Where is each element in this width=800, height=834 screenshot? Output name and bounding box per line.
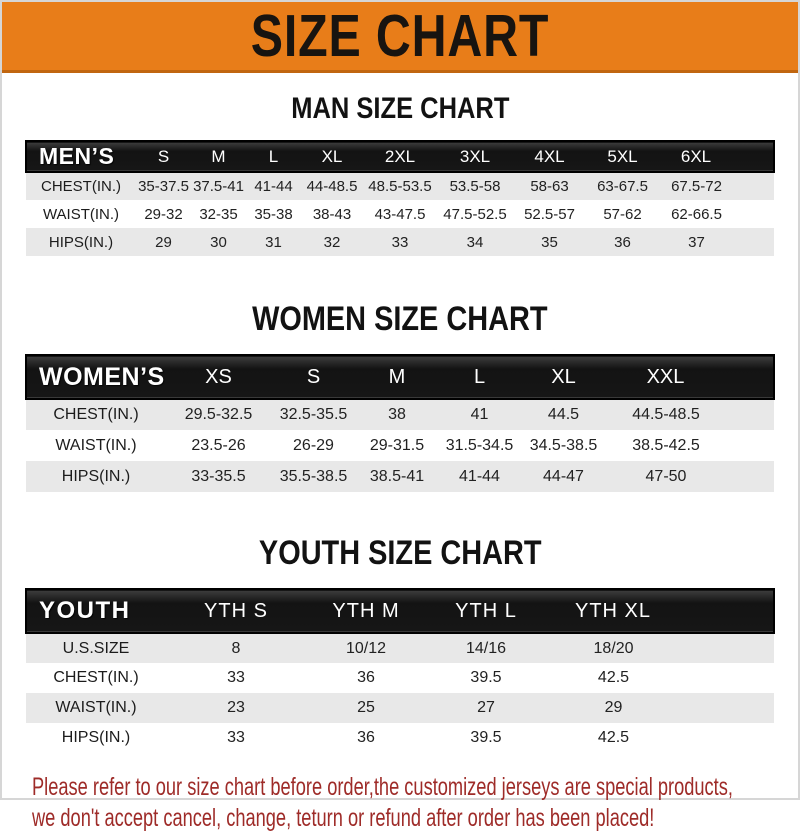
value-cell: 43-47.5 xyxy=(374,205,426,223)
row-label-cell: WAIST(IN.) xyxy=(42,205,120,223)
value-cell: 41-44 xyxy=(459,467,500,485)
value-cell: 29-31.5 xyxy=(369,436,425,454)
size-header-cell: 6XL xyxy=(680,146,712,166)
table-header-row xyxy=(26,355,774,399)
banner-title: SIZE CHART xyxy=(250,3,550,69)
size-header-cell: XS xyxy=(205,365,232,388)
table-row xyxy=(26,172,774,200)
value-cell: 35-37.5 xyxy=(138,178,189,195)
value-cell: 31 xyxy=(265,233,282,251)
order-policy-line-1: Please refer to our size chart before order,the customized jerseys are special products, xyxy=(32,773,733,801)
value-cell: 35 xyxy=(541,233,558,251)
size-header-cell: 3XL xyxy=(459,146,491,166)
men-section-title: MAN SIZE CHART xyxy=(290,92,510,125)
size-chart-banner xyxy=(2,2,798,73)
row-label-cell: CHEST(IN.) xyxy=(53,669,139,686)
table-row xyxy=(26,200,774,228)
value-cell: 29 xyxy=(155,233,172,251)
value-cell: 36 xyxy=(614,233,631,251)
order-policy-notice xyxy=(32,772,798,834)
value-cell: 44-48.5 xyxy=(306,178,358,195)
value-cell: 32.5-35.5 xyxy=(279,406,348,423)
size-header-cell: XXL xyxy=(646,365,685,388)
row-label-cell: HIPS(IN.) xyxy=(61,729,131,746)
value-cell: 32 xyxy=(323,233,341,251)
value-cell: 29.5-32.5 xyxy=(184,406,253,423)
value-cell: 34.5-38.5 xyxy=(529,436,598,454)
value-cell: 29-32 xyxy=(144,205,183,223)
size-header-cell: M xyxy=(211,146,226,166)
table-row xyxy=(26,723,774,753)
value-cell: 35.5-38.5 xyxy=(279,467,348,485)
size-header-cell: 4XL xyxy=(534,146,565,166)
youth-size-table xyxy=(25,588,775,753)
table-row xyxy=(26,228,774,256)
size-header-cell: S xyxy=(306,365,321,388)
table-row xyxy=(26,461,774,492)
size-header-cell: YTH S xyxy=(204,599,268,622)
value-cell: 36 xyxy=(357,669,375,686)
row-label-cell: HIPS(IN.) xyxy=(48,233,114,251)
value-cell: 23 xyxy=(227,699,245,716)
size-header-cell: M xyxy=(388,365,406,388)
value-cell: 63-67.5 xyxy=(597,178,648,195)
row-label-cell: HIPS(IN.) xyxy=(61,467,131,485)
value-cell: 25 xyxy=(357,699,375,716)
size-header-cell: YTH XL xyxy=(574,599,652,622)
table-row xyxy=(26,430,774,461)
value-cell: 10/12 xyxy=(345,639,387,657)
table-header-row xyxy=(26,141,774,172)
size-header-cell: YTH L xyxy=(455,599,517,622)
table-row xyxy=(26,693,774,723)
value-cell: 33-35.5 xyxy=(191,467,246,485)
value-cell: 18/20 xyxy=(593,639,634,657)
value-cell: 39.5 xyxy=(470,729,502,746)
value-cell: 62-66.5 xyxy=(671,205,722,223)
women-size-table xyxy=(25,354,775,492)
value-cell: 58-63 xyxy=(530,178,569,195)
value-cell: 27 xyxy=(477,699,495,716)
row-label-cell: CHEST(IN.) xyxy=(53,406,139,423)
value-cell: 67.5-72 xyxy=(671,178,722,195)
value-cell: 38 xyxy=(388,406,406,423)
row-label-cell: U.S.SIZE xyxy=(62,639,130,657)
order-policy-line-2: we don't accept cancel, change, teturn or refund after order has been placed! xyxy=(32,804,655,832)
value-cell: 37 xyxy=(688,233,705,251)
size-header-cell: L xyxy=(473,365,486,388)
value-cell: 42.5 xyxy=(597,669,630,686)
size-header-cell: L xyxy=(268,146,279,166)
table-row xyxy=(26,663,774,693)
value-cell: 41 xyxy=(470,406,489,423)
table-row xyxy=(26,633,774,663)
table-header-row xyxy=(26,589,774,633)
youth-section-title: YOUTH SIZE CHART xyxy=(258,534,542,572)
value-cell: 33 xyxy=(227,729,245,746)
value-cell: 23.5-26 xyxy=(191,436,246,454)
value-cell: 53.5-58 xyxy=(449,178,501,195)
value-cell: 47-50 xyxy=(645,467,687,485)
value-cell: 37.5-41 xyxy=(193,178,244,195)
value-cell: 31.5-34.5 xyxy=(445,436,514,454)
size-header-cell: YTH M xyxy=(332,599,400,622)
value-cell: 42.5 xyxy=(597,729,630,746)
size-header-cell: S xyxy=(157,146,170,166)
value-cell: 39.5 xyxy=(470,669,502,686)
value-cell: 33 xyxy=(227,669,245,686)
size-header-cell: XL xyxy=(551,365,576,388)
women-section-title: WOMEN SIZE CHART xyxy=(252,300,548,338)
value-cell: 38.5-41 xyxy=(369,467,425,485)
table-title-cell: WOMEN’S xyxy=(39,362,165,391)
value-cell: 35-38 xyxy=(254,205,293,223)
value-cell: 36 xyxy=(357,729,375,746)
value-cell: 38.5-42.5 xyxy=(632,436,700,454)
value-cell: 8 xyxy=(231,639,241,657)
value-cell: 41-44 xyxy=(254,178,293,195)
value-cell: 47.5-52.5 xyxy=(443,205,507,223)
men-size-table xyxy=(25,140,775,256)
value-cell: 14/16 xyxy=(465,639,507,657)
value-cell: 57-62 xyxy=(603,205,642,223)
size-header-cell: 2XL xyxy=(384,146,416,166)
value-cell: 33 xyxy=(391,233,409,251)
table-title-cell: MEN’S xyxy=(39,143,115,169)
value-cell: 32-35 xyxy=(199,205,238,223)
value-cell: 44.5 xyxy=(547,406,580,423)
value-cell: 44-47 xyxy=(543,467,584,485)
value-cell: 26-29 xyxy=(293,436,334,454)
row-label-cell: WAIST(IN.) xyxy=(55,699,137,716)
table-title-cell: YOUTH xyxy=(39,597,131,624)
value-cell: 44.5-48.5 xyxy=(632,406,700,423)
value-cell: 30 xyxy=(210,233,227,251)
value-cell: 52.5-57 xyxy=(524,205,575,223)
value-cell: 38-43 xyxy=(312,205,352,223)
size-header-cell: 5XL xyxy=(607,146,638,166)
row-label-cell: WAIST(IN.) xyxy=(55,436,137,454)
value-cell: 48.5-53.5 xyxy=(368,178,432,195)
value-cell: 34 xyxy=(466,233,484,251)
row-label-cell: CHEST(IN.) xyxy=(41,178,121,195)
size-header-cell: XL xyxy=(321,146,343,166)
table-row xyxy=(26,399,774,430)
value-cell: 29 xyxy=(604,699,623,716)
